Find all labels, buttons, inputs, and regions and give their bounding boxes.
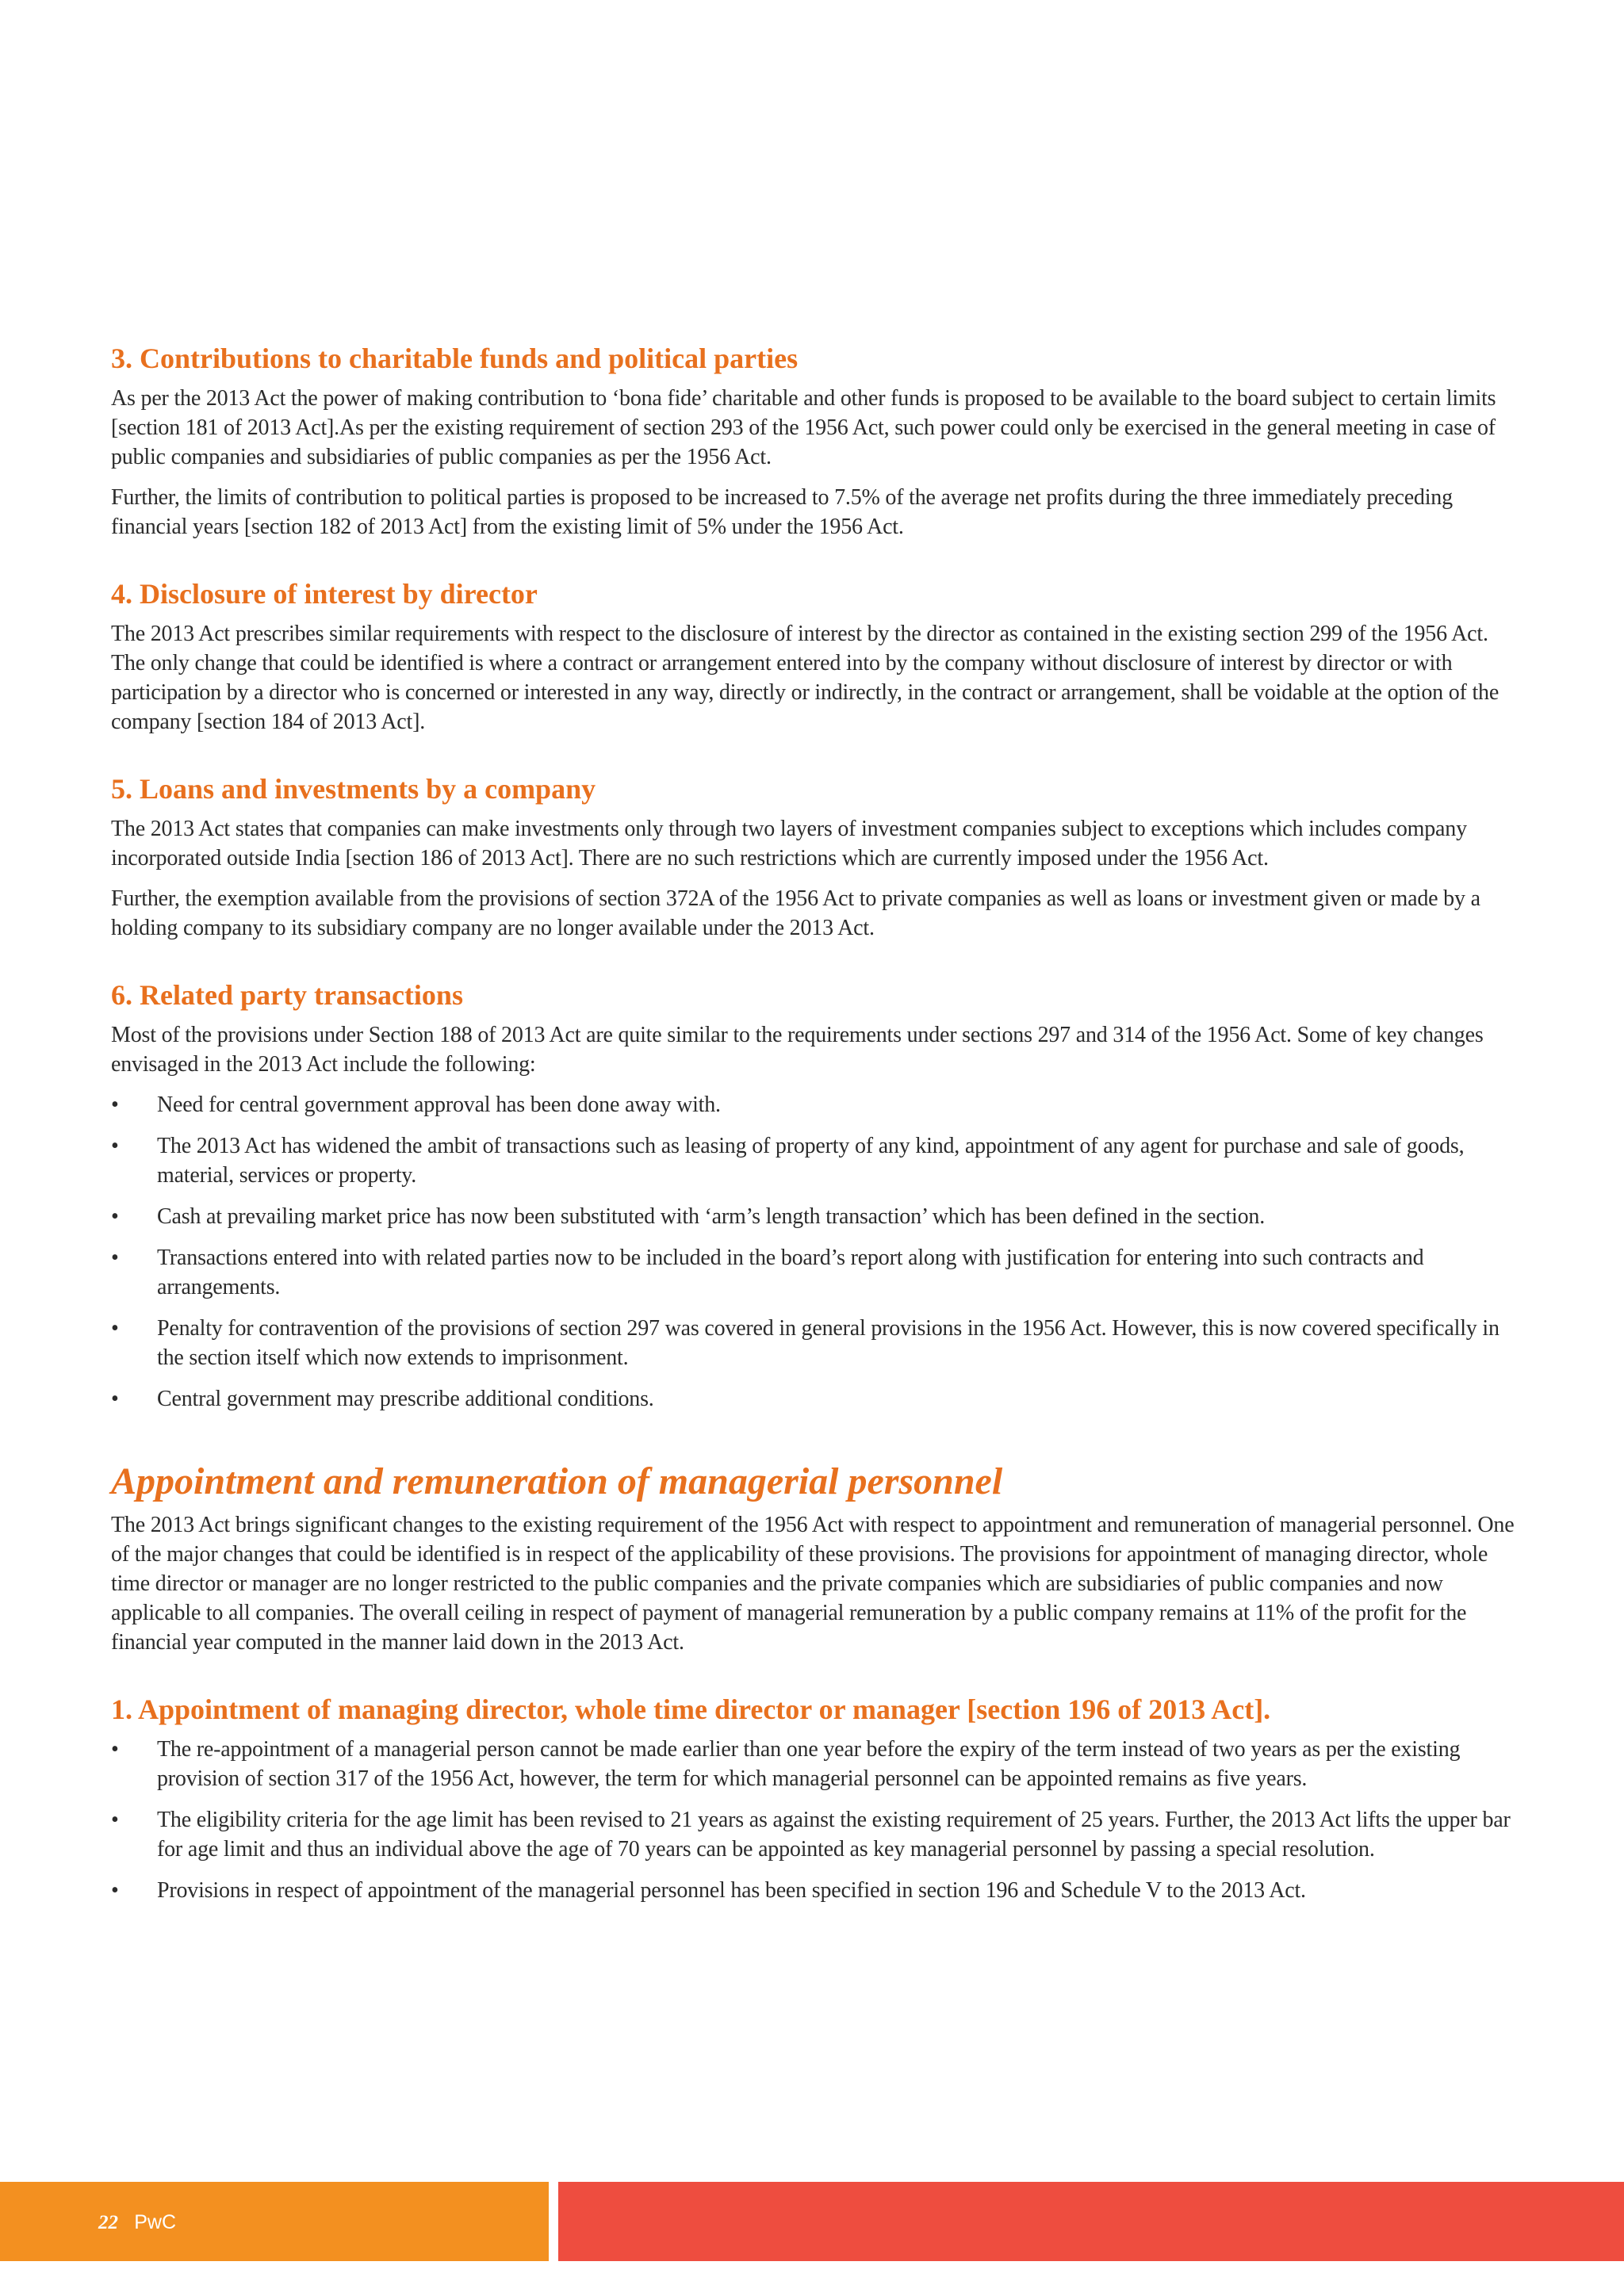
- bullet-icon: •: [111, 1204, 119, 1229]
- list-item: [111, 1805, 1522, 1864]
- list-item: [111, 1090, 1522, 1119]
- list-item: [111, 1314, 1522, 1372]
- bullet-icon: •: [111, 1387, 119, 1411]
- page-number: 22: [98, 2212, 118, 2233]
- list-item-text: Need for central government approval has been done away with.: [157, 1093, 721, 1117]
- footer-orange-bar: [0, 2182, 549, 2261]
- list-item: [111, 1131, 1522, 1190]
- section-appointment-md: [111, 1692, 1522, 1905]
- list-item-text: Cash at prevailing market price has now been substituted with ‘arm’s length transaction’ which has been defined in the section.: [157, 1204, 1266, 1229]
- section-loans-investments: [111, 771, 1522, 943]
- bullet-icon: •: [111, 1093, 119, 1117]
- list-item-text: Transactions entered into with related parties now to be included in the board’s report along with justification for entering into such contracts and arrangements.: [157, 1246, 1424, 1299]
- bullet-list: [111, 1090, 1522, 1414]
- paragraph: Further, the limits of contribution to political parties is proposed to be increased to 7.5% of the average net profits during the three immediately preceding financial years [section 182 of 2013 Act] from the existing limit of 5% under the 1956 Act.: [111, 485, 1453, 539]
- list-item-text: The 2013 Act has widened the ambit of transactions such as leasing of property of any kind, appointment of any agent for purchase and sale of goods, material, services or property.: [157, 1134, 1465, 1188]
- list-item: [111, 1384, 1522, 1414]
- list-item-text: The re-appointment of a managerial person cannot be made earlier than one year before the expiry of the term instead of two years as per the existing provision of section 317 of the 1956 Act, however, the term for which managerial personnel can be appointed remains as five years.: [157, 1737, 1461, 1791]
- paragraph: As per the 2013 Act the power of making contribution to ‘bona fide’ charitable and other funds is proposed to be available to the board subject to certain limits [section 181 of 2013 Act].As per the existing requirement of section 293 of the 1956 Act, such power could only be exercised in the general meeting in case of public companies and subsidiaries of public companies as per the 1956 Act.: [111, 386, 1496, 469]
- bullet-icon: •: [111, 1134, 119, 1158]
- list-item: [111, 1243, 1522, 1302]
- section-appointment-remuneration: [111, 1460, 1522, 1657]
- paragraph: Most of the provisions under Section 188 of 2013 Act are quite similar to the requirements under sections 297 and 314 of the 1956 Act. Some of key changes envisaged in the 2013 Act include the following:: [111, 1023, 1484, 1077]
- section-heading: 1. Appointment of managing director, whole time director or manager [section 196 of 2013 Act].: [111, 1693, 1271, 1725]
- list-item-text: Penalty for contravention of the provisions of section 297 was covered in general provisions in the 1956 Act. However, this is now covered specifically in the section itself which now extends to imprisonment.: [157, 1316, 1500, 1370]
- paragraph: The 2013 Act brings significant changes to the existing requirement of the 1956 Act with respect to appointment and remuneration of managerial personnel. One of the major changes that could be identified is in respect of the applicability of these provisions. The provisions for appointment of managing director, whole time director or manager are no longer restricted to the public companies and the private companies which are subsidiaries of public companies and now applicable to all companies. The overall ceiling in respect of payment of managerial remuneration by a public company remains at 11% of the profit for the financial year computed in the manner laid down in the 2013 Act.: [111, 1513, 1515, 1655]
- list-item-text: The eligibility criteria for the age limit has been revised to 21 years as against the existing requirement of 25 years. Further, the 2013 Act lifts the upper bar for age limit and thus an individual above the age of 70 years can be appointed as key managerial personnel by passing a special resolution.: [157, 1808, 1511, 1862]
- section-related-party: [111, 978, 1522, 1414]
- list-item-text: Central government may prescribe additional conditions.: [157, 1387, 654, 1411]
- list-item: [111, 1202, 1522, 1231]
- paragraph: The 2013 Act states that companies can make investments only through two layers of investment companies subject to exceptions which includes company incorporated outside India [section 186 of 2013 Act]. There are no such restrictions which are currently imposed under the 1956 Act.: [111, 817, 1467, 871]
- brand-label: PwC: [134, 2211, 177, 2233]
- footer: [98, 2210, 176, 2235]
- list-item-text: Provisions in respect of appointment of the managerial personnel has been specified in section 196 and Schedule V to the 2013 Act.: [157, 1878, 1306, 1903]
- document-body: [111, 341, 1522, 1940]
- section-heading: 6. Related party transactions: [111, 979, 463, 1011]
- paragraph: The 2013 Act prescribes similar requirements with respect to the disclosure of interest by the director as contained in the existing section 299 of the 1956 Act. The only change that could be identified is where a contract or arrangement entered into by the company without disclosure of interest by director or with participation by a director who is concerned or interested in any way, directly or indirectly, in the contract or arrangement, shall be voidable at the option of the company [section 184 of 2013 Act].: [111, 622, 1500, 734]
- section-heading: 3. Contributions to charitable funds and political parties: [111, 342, 799, 374]
- section-heading: 4. Disclosure of interest by director: [111, 578, 538, 610]
- section-contributions: [111, 341, 1522, 541]
- bullet-icon: •: [111, 1737, 119, 1762]
- major-heading: Appointment and remuneration of managerial personnel: [111, 1460, 1003, 1502]
- paragraph: Further, the exemption available from the provisions of section 372A of the 1956 Act to private companies as well as loans or investment given or made by a holding company to its subsidiary company are no longer available under the 2013 Act.: [111, 886, 1480, 940]
- list-item: [111, 1876, 1522, 1905]
- section-disclosure-of-interest: [111, 576, 1522, 737]
- bullet-icon: •: [111, 1316, 119, 1341]
- bullet-list: [111, 1735, 1522, 1905]
- list-item: [111, 1735, 1522, 1793]
- section-heading: 5. Loans and investments by a company: [111, 773, 596, 805]
- footer-red-bar: [558, 2182, 1624, 2261]
- bullet-icon: •: [111, 1878, 119, 1903]
- bullet-icon: •: [111, 1246, 119, 1270]
- bullet-icon: •: [111, 1808, 119, 1832]
